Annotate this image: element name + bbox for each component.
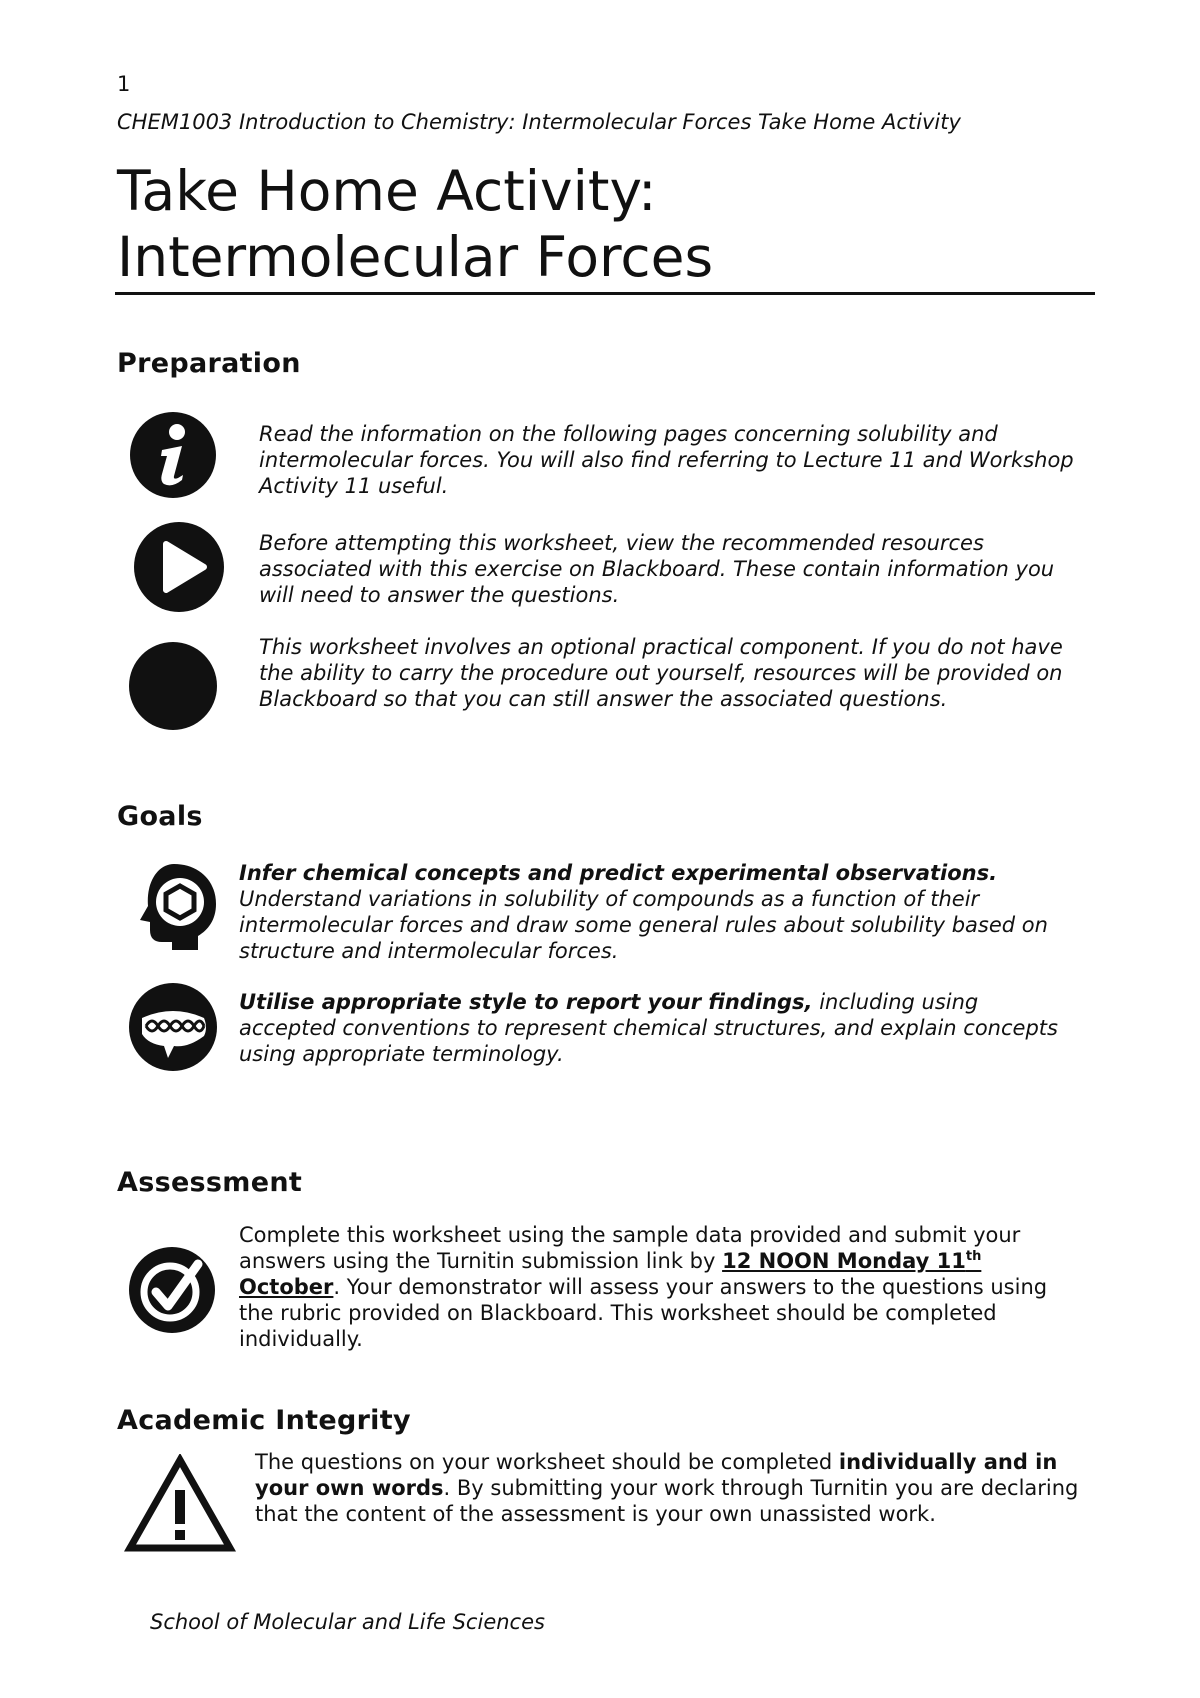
molecule-head-icon — [128, 862, 220, 954]
page-footer: School of Molecular and Life Sciences — [150, 1610, 545, 1634]
integrity-text-after: . By submitting your work through Turnitin you are declaring that the content of the assessment is your own unassisted work. — [255, 1476, 1079, 1526]
play-icon — [132, 520, 226, 614]
deadline-month: October — [239, 1275, 334, 1299]
goals-heading: Goals — [117, 801, 203, 832]
page-title — [117, 158, 713, 290]
integrity-emphasis: individually and in your own words — [255, 1450, 1058, 1500]
assessment-heading: Assessment — [117, 1167, 303, 1198]
goal-report-description: including using accepted conventions to represent chemical structures, and explain concepts using appropriate terminology. — [239, 990, 1058, 1066]
info-icon — [128, 410, 218, 500]
practical-icon — [128, 641, 218, 731]
running-header: CHEM1003 Introduction to Chemistry: Intermolecular Forces Take Home Activity — [117, 110, 961, 134]
preparation-item-practical-text: This worksheet involves an optional practical component. If you do not have the ability to carry the procedure out yourself, resources will be provided on Blackboard so that you can still answer the associated questions. — [259, 635, 1063, 711]
assessment-text-after: . Your demonstrator will assess your answers to the questions using the rubric provided on Blackboard. This worksheet should be completed individually. — [239, 1275, 1048, 1351]
preparation-item-info-text: Read the information on the following pages concerning solubility and intermolecular forces. You will also find referring to Lecture 11 and Workshop Activity 11 useful. — [259, 422, 1074, 498]
preparation-heading: Preparation — [117, 348, 301, 379]
deadline-suffix: th — [965, 1249, 982, 1264]
warning-icon — [124, 1454, 236, 1554]
goal-infer-description: Understand variations in solubility of compounds as a function of their intermolecular forces and draw some general rules about solubility based on structure and intermolecular forces. — [239, 887, 1048, 963]
title-divider — [115, 292, 1095, 295]
checkmark-icon — [128, 1246, 216, 1334]
goal-report-text — [239, 989, 1079, 1067]
goal-infer-text — [239, 860, 1079, 964]
goal-report-title: Utilise appropriate style to report your findings, — [239, 990, 813, 1014]
preparation-item-resources-text: Before attempting this worksheet, view the recommended resources associated with this exercise on Blackboard. These contain information you will need to answer the questions. — [259, 531, 1055, 607]
page-number: 1 — [117, 72, 131, 96]
goal-infer-title: Infer chemical concepts and predict experimental observations. — [239, 861, 998, 885]
assessment-text — [239, 1222, 1084, 1352]
integrity-text-before: The questions on your worksheet should be completed — [255, 1450, 839, 1474]
assessment-text-before: Complete this worksheet using the sample data provided and submit your answers using the Turnitin submission link by — [239, 1223, 1021, 1273]
page-title-line-1: Take Home Activity: — [117, 159, 657, 223]
dna-speech-icon — [128, 982, 218, 1072]
page-title-line-2: Intermolecular Forces — [117, 225, 714, 289]
academic-integrity-heading: Academic Integrity — [117, 1405, 411, 1436]
deadline-date: 12 NOON Monday 11 — [722, 1249, 966, 1273]
academic-integrity-text — [255, 1449, 1085, 1527]
